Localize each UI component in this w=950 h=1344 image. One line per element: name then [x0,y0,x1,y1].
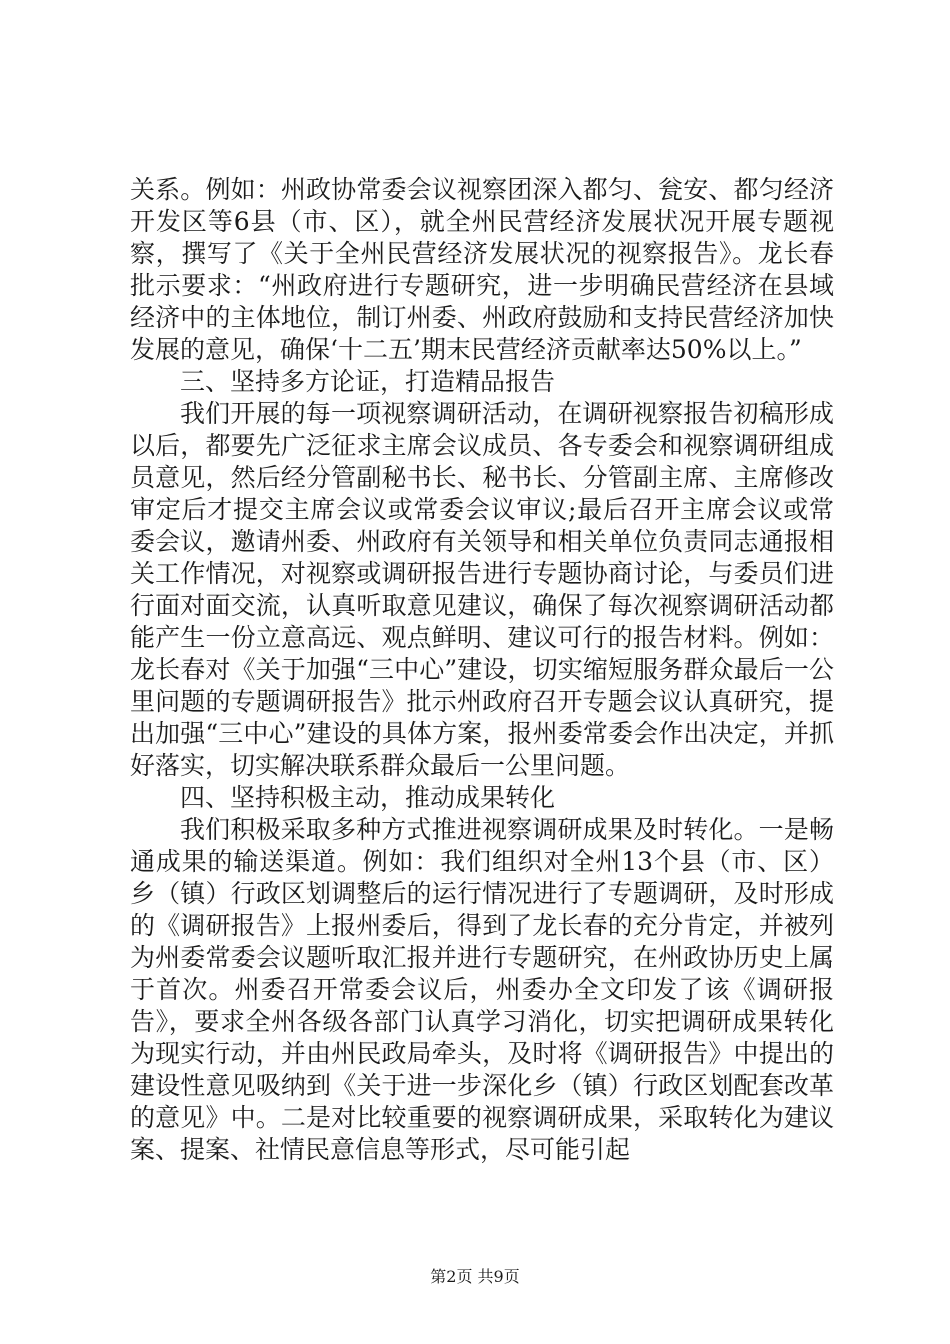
paragraph-section-4: 我们积极采取多种方式推进视察调研成果及时转化。一是畅通成果的输送渠道。例如：我们组织对全州13个县（市、区）乡（镇）行政区划调整后的运行情况进行了专题调研，及时形成的《调研报告》上报州委后，得到了龙长春的充分肯定，并被列为州委常委会议题听取汇报并进行专题研究，在州政协历史上属于首次。州委召开常委会议后，州委办全文印发了该《调研报告》，要求全州各级各部门认真学习消化，切实把调研成果转化为现实行动，并由州民政局牵头，及时将《调研报告》中提出的建设性意见吸纳到《关于进一步深化乡（镇）行政区划配套改革的意见》中。二是对比较重要的视察调研成果，采取转化为建议案、提案、社情民意信息等形式，尽可能引起 [130,815,834,1164]
page-footer: 第2页 共9页 [430,1267,520,1286]
paragraph-continuation: 关系。例如：州政协常委会议视察团深入都匀、瓮安、都匀经济开发区等6县（市、区），就全州民营经济发展状况开展专题视察，撰写了《关于全州民营经济发展状况的视察报告》。龙长春批示要求：“州政府进行专题研究，进一步明确民营经济在县域经济中的主体地位，制订州委、州政府鼓励和支持民营经济加快发展的意见，确保‘十二五’期末民营经济贡献率达50%以上。” [130,175,834,364]
document-body [130,174,834,1166]
paragraph-section-3: 我们开展的每一项视察调研活动，在调研视察报告初稿形成以后，都要先广泛征求主席会议成员、各专委会和视察调研组成员意见，然后经分管副秘书长、秘书长、分管副主席、主席修改审定后才提交主席会议或常委会议审议;最后召开主席会议或常委会议，邀请州委、州政府有关领导和相关单位负责同志通报相关工作情况，对视察或调研报告进行专题协商讨论，与委员们进行面对面交流，认真听取意见建议，确保了每次视察调研活动都能产生一份立意高远、观点鲜明、建议可行的报告材料。例如：龙长春对《关于加强“三中心”建设，切实缩短服务群众最后一公里问题的专题调研报告》批示州政府召开专题会议认真研究，提出加强“三中心”建设的具体方案，报州委常委会作出决定，并抓好落实，切实解决联系群众最后一公里问题。 [130,399,834,780]
section-heading-4: 四、坚持积极主动，推动成果转化 [180,783,556,812]
section-heading-3: 三、坚持多方论证，打造精品报告 [180,367,556,396]
